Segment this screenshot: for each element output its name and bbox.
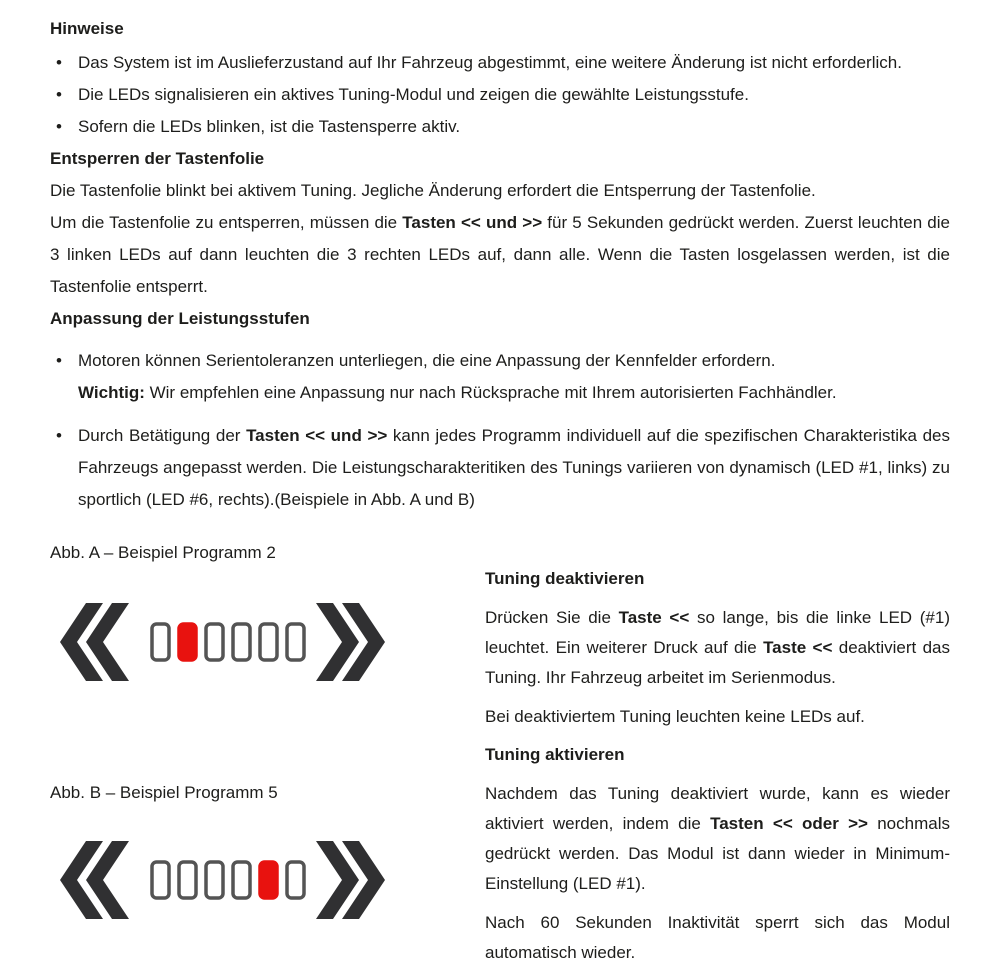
paragraph-inaktivitaet: Nach 60 Sekunden Inaktivität sperrt sich das Modul automatisch wieder. — [485, 913, 950, 962]
text-segment: so lange, bis die linke LED (#1) leuchtet. Ein weiterer Druck auf die — [485, 608, 950, 657]
led-indicator-figure-a — [60, 602, 385, 682]
bold-key-text: Taste << — [763, 638, 833, 657]
list-item — [50, 345, 950, 409]
bold-keys-text: Tasten << und >> — [402, 213, 543, 232]
led-1 — [152, 624, 169, 660]
bullet-text: Die LEDs signalisieren ein aktives Tuning-Modul und zeigen die gewählte Leistungsstufe. — [78, 85, 749, 104]
paragraph-motoren: Motoren können Serientoleranzen unterliegen, die eine Anpassung der Kennfelder erfordern. — [78, 351, 776, 370]
led-5 — [260, 862, 277, 898]
bold-wichtig-text: Wichtig: — [78, 383, 145, 402]
heading-tuning-deaktivieren: Tuning deaktivieren — [485, 569, 645, 588]
list-item — [50, 111, 950, 143]
text-segment: Um die Tastenfolie zu entsperren, müssen die — [50, 213, 403, 232]
bold-keys-text: Tasten << oder >> — [710, 814, 868, 833]
chevron-left-double-icon — [60, 603, 129, 681]
text-segment: nochmals gedrückt werden. Das Modul ist dann wieder in Minimum-Einstellung (LED #1). — [485, 814, 950, 893]
led-1 — [152, 862, 169, 898]
text-segment: Nachdem das Tuning deaktiviert wurde, kann es wieder aktiviert werden, indem die — [485, 784, 950, 833]
instructions-column — [485, 538, 950, 968]
paragraph-unlock-main — [50, 207, 950, 303]
bullet-icon: • — [56, 426, 62, 445]
led-row — [152, 862, 304, 898]
led-4 — [233, 624, 250, 660]
bold-keys-text: Tasten << und >> — [246, 426, 388, 445]
chevron-left-double-icon — [60, 841, 129, 919]
led-row — [152, 624, 304, 660]
bullet-text — [78, 345, 950, 409]
list-item — [50, 47, 950, 79]
bullet-text: Das System ist im Auslieferzustand auf Ihr Fahrzeug abgestimmt, eine weitere Änderung ist nicht erforderlich. — [78, 53, 902, 72]
text-segment: kann jedes Programm individuell auf die spezifischen Charakteristika des Fahrzeugs angepasst werden. Die Leistungscharakteritiken des Tunings variieren von dynamisch (LED #1, links) zu sportlich (LED #6, rechts).(Beispiele in Abb. A und B) — [78, 426, 950, 509]
section-heading-hinweise: Hinweise — [50, 19, 124, 38]
list-item — [50, 79, 950, 111]
led-6 — [287, 862, 304, 898]
list-item — [50, 420, 950, 516]
led-3 — [206, 862, 223, 898]
paragraph-keine-leds: Bei deaktiviertem Tuning leuchten keine LEDs auf. — [485, 707, 865, 726]
led-3 — [206, 624, 223, 660]
paragraph-deaktivieren — [485, 603, 950, 693]
paragraph-wichtig — [78, 377, 950, 409]
bullet-icon: • — [56, 85, 62, 104]
text-segment: Drücken Sie die — [485, 608, 619, 627]
figures-and-instructions — [50, 538, 950, 968]
figure-b-caption: Abb. B – Beispiel Programm 5 — [50, 783, 278, 802]
paragraph-betaetigung — [78, 420, 950, 516]
section-heading-entsperren: Entsperren der Tastenfolie — [50, 149, 265, 168]
led-6 — [287, 624, 304, 660]
led-4 — [233, 862, 250, 898]
text-segment: für 5 Sekunden gedrückt werden. Zuerst leuchten die 3 linken LEDs auf dann leuchten die 3 rechten LEDs auf, dann alle. Wenn die Tasten losgelassen werden, ist die Tastenfolie entsperrt. — [50, 213, 950, 296]
figures-column — [50, 538, 485, 968]
text-segment: Wir empfehlen eine Anpassung nur nach Rücksprache mit Ihrem autorisierten Fachhändler. — [144, 383, 837, 402]
led-2 — [179, 624, 196, 660]
bullet-text: Sofern die LEDs blinken, ist die Tastensperre aktiv. — [78, 117, 461, 136]
bullet-icon: • — [56, 351, 62, 370]
heading-tuning-aktivieren: Tuning aktivieren — [485, 745, 625, 764]
chevron-right-double-icon — [316, 841, 385, 919]
hinweise-bullet-list — [50, 47, 950, 143]
text-segment: deaktiviert das Tuning. Ihr Fahrzeug arbeitet im Serienmodus. — [485, 638, 950, 687]
bold-key-text: Taste << — [618, 608, 690, 627]
bullet-icon: • — [56, 117, 62, 136]
figure-a-caption: Abb. A – Beispiel Programm 2 — [50, 543, 276, 562]
led-5 — [260, 624, 277, 660]
bullet-icon: • — [56, 53, 62, 72]
anpassung-bullet-list — [50, 345, 950, 516]
led-2 — [179, 862, 196, 898]
section-heading-anpassung: Anpassung der Leistungsstufen — [50, 309, 310, 328]
chevron-right-double-icon — [316, 603, 385, 681]
paragraph-aktivieren — [485, 779, 950, 899]
led-indicator-figure-b — [60, 840, 385, 920]
text-segment: Durch Betätigung der — [78, 426, 247, 445]
paragraph-unlock-line1: Die Tastenfolie blinkt bei aktivem Tuning. Jegliche Änderung erfordert die Entsperrung der Tastenfolie. — [50, 181, 816, 200]
